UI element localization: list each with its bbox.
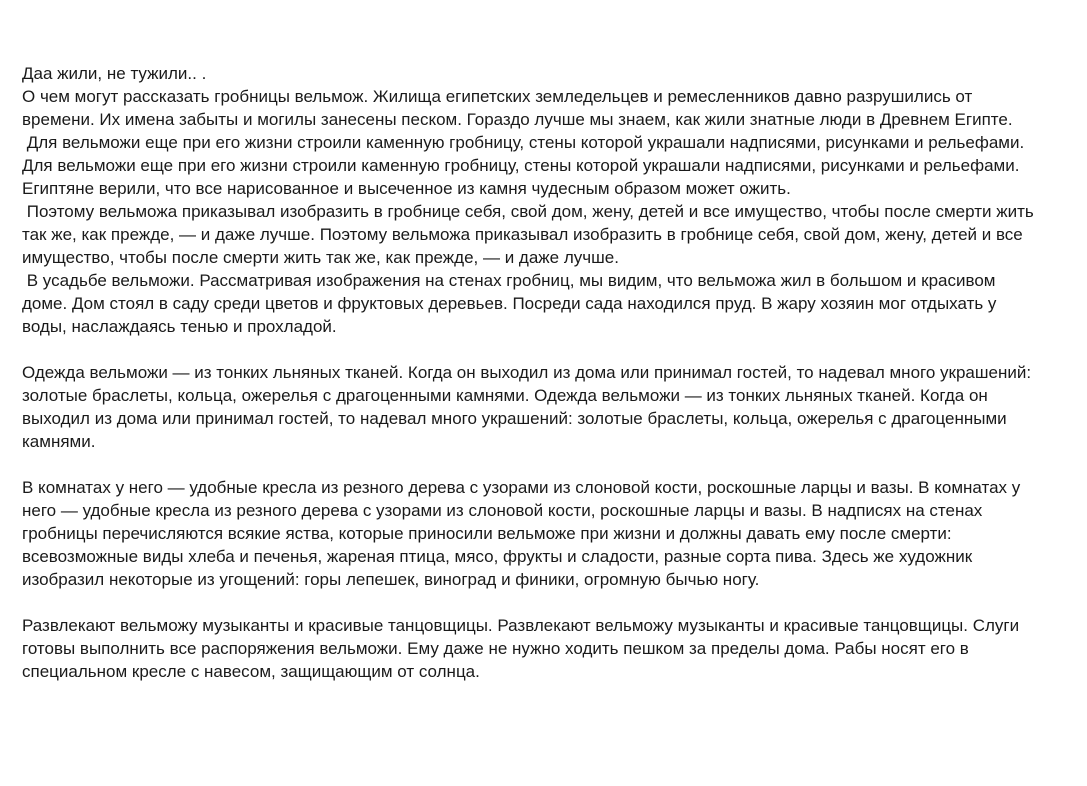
title-line: Даа жили, не тужили.. . (22, 64, 207, 83)
paragraph-spacer (22, 338, 1040, 361)
paragraph-spacer (22, 453, 1040, 476)
paragraph-depictions: Поэтому вельможа приказывал изобразить в гробнице себя, свой дом, жену, детей и все имущество, чтобы после смерти жить так же, как прежде, — и даже лучше. Поэтому вельможа приказывал изобразить в гробнице себя, свой дом, жену, детей и все имущество, чтобы после смерти жить так же, как прежде, — и даже лучше. (22, 202, 1039, 267)
document-body (22, 62, 1040, 683)
paragraph-rooms-food: В комнатах у него — удобные кресла из резного дерева с узорами из слоновой кости, роскошные ларцы и вазы. В комнатах у него — удобные кресла из резного дерева с узорами из слоновой кости, роскошные ларцы и вазы. В надписях на стенах гробницы перечисляются всякие яства, которые приносили вельможе при жизни и должны давать ему после смерти: всевозможные виды хлеба и печенья, жареная птица, мясо, фрукты и сладости, разные сорта пива. Здесь же художник изобразил некоторые из угощений: горы лепешек, виноград и финики, огромную бычью ногу. (22, 478, 1025, 589)
paragraph-spacer (22, 591, 1040, 614)
paragraph-clothing: Одежда вельможи — из тонких льняных тканей. Когда он выходил из дома или принимал гостей, то надевал много украшений: золотые браслеты, кольца, ожерелья с драгоценными камнями. Одежда вельможи — из тонких льняных тканей. Когда он выходил из дома или принимал гостей, то надевал много украшений: золотые браслеты, кольца, ожерелья с драгоценными камнями. (22, 363, 1036, 451)
paragraph-entertainment: Развлекают вельможу музыканты и красивые танцовщицы. Развлекают вельможу музыканты и красивые танцовщицы. Слуги готовы выполнить все распоряжения вельможи. Ему даже не нужно ходить пешком за пределы дома. Рабы носят его в специальном кресле с навесом, защищающим от солнца. (22, 616, 1024, 681)
paragraph-estate: В усадьбе вельможи. Рассматривая изображения на стенах гробниц, мы видим, что вельможа жил в большом и красивом доме. Дом стоял в саду среди цветов и фруктовых деревьев. Посреди сада находился пруд. В жару хозяин мог отдыхать у воды, наслаждаясь тенью и прохладой. (22, 271, 1002, 336)
paragraph-tomb-building: Для вельможи еще при его жизни строили каменную гробницу, стены которой украшали надписями, рисунками и рельефами. Для вельможи еще при его жизни строили каменную гробницу, стены которой украшали надписями, рисунками и рельефами. Египтяне верили, что все нарисованное и высеченное из камня чудесным образом может ожить. (22, 133, 1029, 198)
paragraph-tombs: О чем могут рассказать гробницы вельмож. Жилища египетских земледельцев и ремесленников давно разрушились от времени. Их имена забыты и могилы занесены песком. Гораздо лучше мы знаем, как жили знатные люди в Древнем Египте. (22, 87, 1013, 129)
